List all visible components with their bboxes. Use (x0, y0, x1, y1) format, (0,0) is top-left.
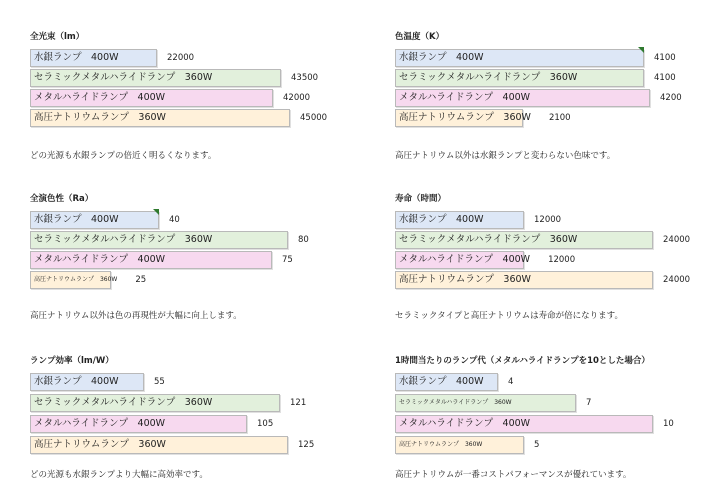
data-label: 7 (586, 398, 592, 408)
data-label: 42000 (283, 93, 311, 103)
chart-title: 1時間当たりのランプ代（メタルハライドランプを10とした場合） (395, 356, 650, 366)
data-label: 10 (663, 419, 674, 429)
bar-label: 高圧ナトリウムランプ 360W (399, 274, 531, 285)
chart-title: 色温度（K） (395, 32, 445, 42)
chart-color-temperature (395, 30, 707, 180)
data-label: 22000 (167, 53, 195, 63)
bar-label: 水銀ランプ 400W (34, 214, 119, 225)
data-label: 4100 (654, 73, 676, 83)
bar (395, 89, 650, 107)
bar-label: 高圧ナトリウムランプ 360W (34, 276, 118, 283)
bar-label: セラミックメタルハライドランプ 360W (399, 234, 578, 245)
bar-label: 高圧ナトリウムランプ 360W (399, 112, 531, 123)
bar (395, 394, 576, 412)
data-label: 121 (290, 398, 307, 408)
bar (395, 436, 524, 454)
chart-caption: 高圧ナトリウムが一番コストパフォーマンスが優れています。 (395, 470, 632, 480)
bar-label: 高圧ナトリウムランプ 360W (34, 439, 166, 450)
chart-title: 全演色性（Ra） (30, 194, 94, 204)
bar-label: 水銀ランプ 400W (399, 214, 484, 225)
data-label: 24000 (663, 235, 691, 245)
bar (30, 394, 280, 412)
bar-label: セラミックメタルハライドランプ 360W (399, 72, 578, 83)
chart-caption: 高圧ナトリウム以外は色の再現性が大幅に向上します。 (30, 311, 242, 321)
data-label: 4 (508, 377, 514, 387)
data-label: 12000 (534, 215, 562, 225)
data-label: 80 (298, 235, 309, 245)
bar (30, 251, 272, 269)
bar-label: 高圧ナトリウムランプ 360W (34, 112, 166, 123)
chart-color-rendering (30, 192, 370, 342)
bar (30, 436, 288, 454)
bar (395, 251, 531, 269)
marker-triangle (153, 209, 159, 215)
data-label: 55 (154, 377, 165, 387)
bar-label: セラミックメタルハライドランプ 360W (34, 397, 213, 408)
bar (395, 271, 653, 289)
chart-caption: 高圧ナトリウム以外は水銀ランプと変わらない色味です。 (395, 151, 616, 161)
data-label: 75 (282, 255, 293, 265)
data-label: 45000 (300, 113, 328, 123)
data-label: 2100 (548, 113, 571, 123)
bar (30, 415, 247, 433)
chart-title: 寿命（時間） (395, 194, 447, 204)
chart-caption: どの光源も水銀ランプより大幅に高効率です。 (30, 470, 208, 480)
bar-label: メタルハライドランプ 400W (399, 254, 531, 265)
bar-label: 水銀ランプ 400W (34, 52, 119, 63)
data-label: 5 (534, 440, 540, 450)
data-label: 12000 (548, 255, 576, 265)
bar-label: セラミックメタルハライドランプ 360W (34, 72, 213, 83)
chart-title: 全光束（lm） (30, 32, 85, 42)
bar-label: 水銀ランプ 400W (34, 376, 119, 387)
bar-label: メタルハライドランプ 400W (34, 418, 166, 429)
data-label: 40 (169, 215, 180, 225)
bar (395, 69, 644, 87)
bar-label: メタルハライドランプ 400W (399, 92, 531, 103)
marker-triangle (638, 47, 644, 53)
data-label: 105 (257, 419, 274, 429)
bar (395, 415, 653, 433)
chart-lifespan (395, 192, 707, 342)
chart-caption: どの光源も水銀ランプの倍近く明るくなります。 (30, 151, 217, 161)
bar-label: 水銀ランプ 400W (399, 52, 484, 63)
data-label: 25 (135, 275, 147, 285)
bar (30, 49, 157, 67)
data-label: 4200 (660, 93, 682, 103)
bar (395, 49, 644, 67)
data-label: 24000 (663, 275, 691, 285)
bar (395, 211, 524, 229)
data-label: 4100 (654, 53, 676, 63)
bar (395, 373, 498, 391)
bar-label: 高圧ナトリウムランプ 360W (399, 441, 483, 448)
bar (30, 109, 290, 127)
bar (30, 211, 159, 229)
bar (30, 231, 288, 249)
chart-title: ランプ効率（lm/W） (30, 356, 114, 366)
bar-label: メタルハライドランプ 400W (34, 92, 166, 103)
data-label: 125 (298, 440, 315, 450)
bar-label: 水銀ランプ 400W (399, 376, 484, 387)
bar (395, 231, 653, 249)
chart-hourly-lamp-cost (395, 354, 707, 504)
bar (30, 69, 281, 87)
bar-label: メタルハライドランプ 400W (34, 254, 166, 265)
bar-label: セラミックメタルハライドランプ 360W (399, 399, 512, 406)
bar (30, 271, 118, 289)
chart-caption: セラミックタイプと高圧ナトリウムは寿命が倍になります。 (395, 311, 623, 321)
bar (395, 109, 531, 127)
chart-luminous-flux (30, 30, 370, 180)
data-label: 43500 (291, 73, 319, 83)
bar (30, 373, 144, 391)
chart-lamp-efficiency (30, 354, 370, 504)
bar (30, 89, 273, 107)
bar-label: セラミックメタルハライドランプ 360W (34, 234, 213, 245)
bar-label: メタルハライドランプ 400W (399, 418, 531, 429)
